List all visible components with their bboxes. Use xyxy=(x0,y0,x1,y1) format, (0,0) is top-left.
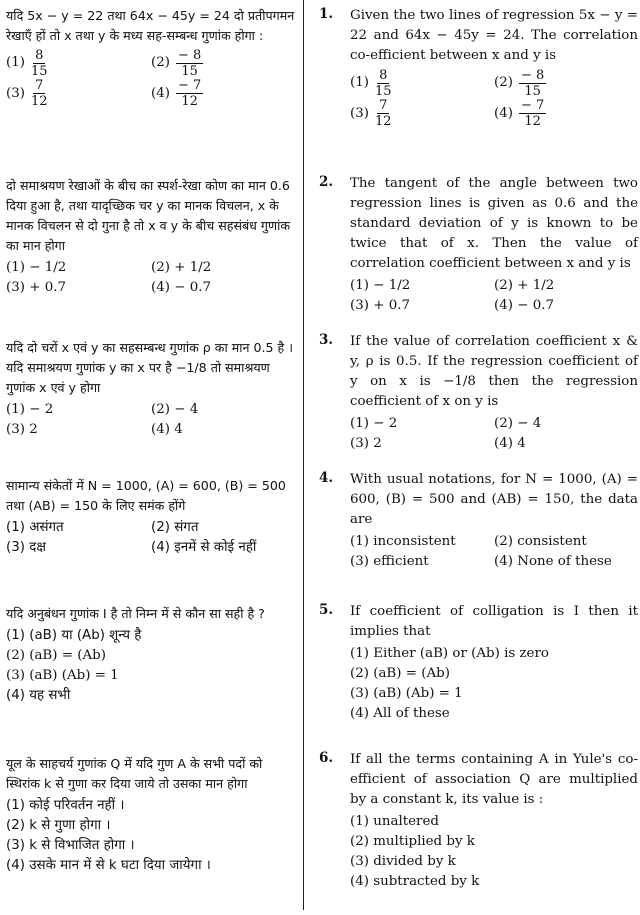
option-3: (3) $\frac{7}{12}$ xyxy=(6,78,48,109)
option-2: (2) $\frac{- 8}{15}$ xyxy=(494,67,545,99)
question-number: 3. xyxy=(318,332,334,348)
option-4: (4) − 0.7 xyxy=(151,280,211,295)
option-1: (1) unaltered xyxy=(350,814,439,829)
option-2: (2) (aB) = (Ab) xyxy=(6,648,106,663)
fraction: $\frac{- 8}{15}$ xyxy=(177,47,202,79)
question-stem: दो समाश्रयण रेखाओं के बीच का स्पर्श-रेखा कोण का मान 0.6 दिया हुआ है, तथा यादृच्छिक चर y का मानक विचलन, x के मानक विचलन से दो गुना है तो x व y के बीच सहसंबंध गुणांक का मान होगा xyxy=(6,178,291,253)
fraction: $\frac{8}{15}$ xyxy=(30,47,48,79)
option-3: (3) efficient xyxy=(350,554,429,569)
english-question-2 xyxy=(350,174,638,316)
option-4: (4) 4 xyxy=(151,422,183,437)
question-stem: सामान्य संकेतों में N = 1000, (A) = 600, (B) = 500 तथा (AB) = 150 के लिए समंक होंगे xyxy=(6,478,286,513)
hindi-column xyxy=(6,0,296,915)
option-1: (1) असंगत xyxy=(6,520,64,535)
option-4: (4) All of these xyxy=(350,706,450,721)
hindi-question-1 xyxy=(6,6,296,109)
hindi-question-3 xyxy=(6,338,296,440)
option-4: (4) यह सभी xyxy=(6,688,71,703)
option-4: (4) None of these xyxy=(494,554,612,569)
option-3: (3) + 0.7 xyxy=(6,280,66,295)
option-4: (4) 4 xyxy=(494,436,526,451)
option-1: (1) (aB) या (Ab) शून्य है xyxy=(6,628,142,643)
question-stem: यूल के साहचर्य गुणांक Q में यदि गुण A के सभी पदों को स्थिरांक k से गुणा कर दिया जाये तो उसका मान होगा xyxy=(6,756,263,791)
option-1: (1) $\frac{8}{15}$ xyxy=(6,47,48,79)
option-3: (3) + 0.7 xyxy=(350,298,410,313)
english-question-1 xyxy=(350,6,638,129)
hindi-question-2 xyxy=(6,176,296,298)
hindi-question-4 xyxy=(6,476,296,558)
option-1: (1) − 2 xyxy=(6,402,54,417)
english-column xyxy=(350,0,638,915)
question-number: 2. xyxy=(318,174,334,190)
question-stem: Given the two lines of regression 5x − y = 22 and 64x − 45y = 24. The correlation co-efficient between x and y is xyxy=(350,8,638,63)
question-number: 4. xyxy=(318,470,334,486)
options-list xyxy=(350,68,638,129)
option-3: (3) divided by k xyxy=(350,854,456,869)
option-2: (2) + 1/2 xyxy=(151,260,212,275)
option-2: (2) $\frac{- 8}{15}$ xyxy=(151,47,202,79)
option-2: (2) k से गुणा होगा । xyxy=(6,818,111,833)
option-4: (4) इनमें से कोई नहीं xyxy=(151,540,257,555)
question-number-column xyxy=(308,0,348,915)
option-2: (2) संगत xyxy=(151,520,199,535)
question-number: 5. xyxy=(318,602,334,618)
question-stem: यदि 5x − y = 22 तथा 64x − 45y = 24 दो प्रतीपगमन रेखाएँ हों तो x तथा y के मध्य सह-सम्बन्ध गुणांक होगा : xyxy=(6,8,295,43)
question-stem: The tangent of the angle between two regression lines is given as 0.6 and the standard deviation of y is known to be twice that of x. Then the value of correlation coefficient between x and y is xyxy=(350,176,638,271)
options-list xyxy=(350,532,638,572)
option-2: (2) + 1/2 xyxy=(494,278,555,293)
option-1: (1) − 2 xyxy=(350,416,398,431)
hindi-question-6 xyxy=(6,754,296,876)
option-1: (1) − 1/2 xyxy=(350,278,411,293)
options-list xyxy=(6,400,296,440)
option-1: (1) $\frac{8}{15}$ xyxy=(350,67,392,99)
english-question-4 xyxy=(350,470,638,572)
hindi-question-5 xyxy=(6,604,296,706)
options-list xyxy=(350,276,638,316)
question-stem: If all the terms containing A in Yule's co-efficient of association Q are multiplied by a constant k, its value is : xyxy=(350,752,638,807)
question-stem: यदि अनुबंधन गुणांक I है तो निम्न में से कौन सा सही है ? xyxy=(6,606,265,621)
option-3: (3) दक्ष xyxy=(6,540,46,555)
options-list xyxy=(6,518,296,558)
question-stem: With usual notations, for N = 1000, (A) = 600, (B) = 500 and (AB) = 150, the data are xyxy=(350,472,638,527)
options-list xyxy=(6,626,296,706)
option-1: (1) Either (aB) or (Ab) is zero xyxy=(350,646,549,661)
options-list xyxy=(6,48,296,109)
option-2: (2) (aB) = (Ab) xyxy=(350,666,450,681)
options-list xyxy=(6,258,296,298)
option-4: (4) − 0.7 xyxy=(494,298,554,313)
option-3: (3) 2 xyxy=(350,436,382,451)
option-2: (2) − 4 xyxy=(494,416,542,431)
question-stem: If coefficient of colligation is I then it implies that xyxy=(350,604,638,639)
english-question-5 xyxy=(350,602,638,724)
option-4: (4) subtracted by k xyxy=(350,874,480,889)
option-2: (2) multiplied by k xyxy=(350,834,475,849)
fraction: $\frac{- 8}{15}$ xyxy=(520,67,545,99)
options-list xyxy=(350,812,638,892)
question-number: 6. xyxy=(318,750,334,766)
english-question-6 xyxy=(350,750,638,892)
option-4: (4) $\frac{- 7}{12}$ xyxy=(494,98,545,129)
option-3: (3) k से विभाजित होगा । xyxy=(6,838,135,853)
options-list xyxy=(350,644,638,724)
option-3: (3) 2 xyxy=(6,422,38,437)
option-2: (2) − 4 xyxy=(151,402,199,417)
option-3: (3) (aB) (Ab) = 1 xyxy=(6,668,119,683)
option-1: (1) कोई परिवर्तन नहीं । xyxy=(6,798,125,813)
fraction: $\frac{- 7}{12}$ xyxy=(177,78,202,109)
fraction: $\frac{7}{12}$ xyxy=(30,78,48,109)
fraction: $\frac{7}{12}$ xyxy=(374,98,392,129)
option-3: (3) (aB) (Ab) = 1 xyxy=(350,686,463,701)
fraction: $\frac{- 7}{12}$ xyxy=(520,98,545,129)
question-number: 1. xyxy=(318,6,334,22)
english-question-3 xyxy=(350,332,638,454)
fraction: $\frac{8}{15}$ xyxy=(374,67,392,99)
option-2: (2) consistent xyxy=(494,534,587,549)
options-list xyxy=(6,796,296,876)
column-divider xyxy=(303,0,304,910)
option-4: (4) उसके मान में से k घटा दिया जायेगा । xyxy=(6,858,211,873)
question-stem: If the value of correlation coefficient x & y, ρ is 0.5. If the regression coefficient of y on x is −1/8 then the regression coefficient of x on y is xyxy=(350,334,638,409)
option-3: (3) $\frac{7}{12}$ xyxy=(350,98,392,129)
option-1: (1) inconsistent xyxy=(350,534,456,549)
options-list xyxy=(350,414,638,454)
option-4: (4) $\frac{- 7}{12}$ xyxy=(151,78,202,109)
option-1: (1) − 1/2 xyxy=(6,260,67,275)
question-stem: यदि दो चरों x एवं y का सहसम्बन्ध गुणांक ρ का मान 0.5 है । यदि समाश्रयण गुणांक y का x पर है −1/8 तो समाश्रयण गुणांक x एवं y होगा xyxy=(6,340,294,395)
